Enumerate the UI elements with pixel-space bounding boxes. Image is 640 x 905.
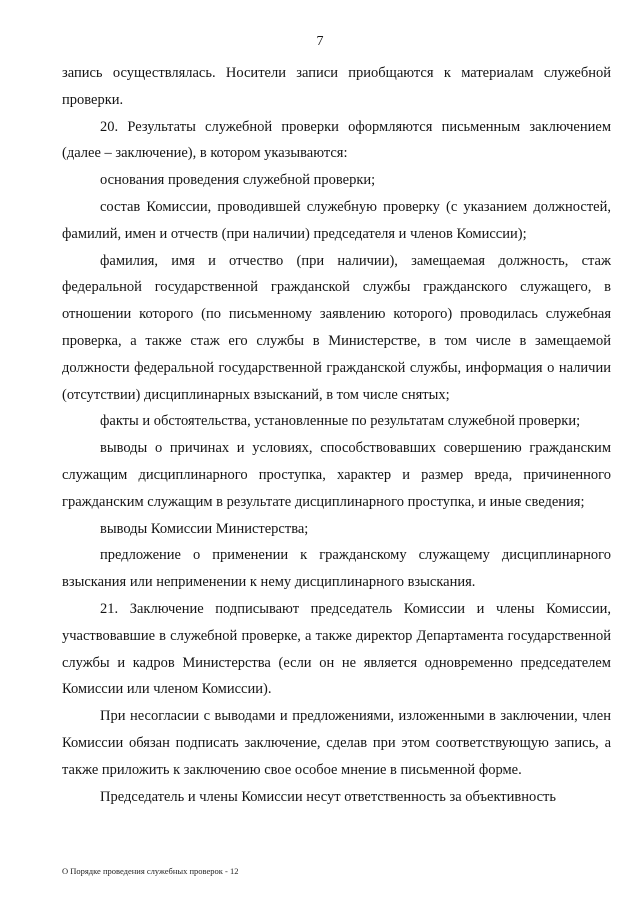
paragraph-conclusions-causes: выводы о причинах и условиях, способствовавших совершению гражданским служащим дисциплинарного проступка, характер и размер вреда, причиненного гражданским служащим в результате дисциплинарного проступка, и иные сведения; <box>62 440 611 510</box>
page-footer: О Порядке проведения служебных проверок - 12 <box>62 866 239 876</box>
document-body <box>62 60 611 810</box>
paragraph-proposal: предложение о применении к гражданскому служащему дисциплинарного взыскания или неприменении к нему дисциплинарного взыскания. <box>62 547 611 591</box>
paragraph-servant-details: фамилия, имя и отчество (при наличии), замещаемая должность, стаж федеральной государственной гражданской службы гражданского служащего, в отношении которого (по письменному заявлению которого) проводилась служебная проверка, а также стаж его службы в Министерстве, в том числе в замещаемой должности федеральной государственной гражданской службы, информация о наличии (отсутствии) дисциплинарных взысканий, в том числе снятых; <box>62 252 611 403</box>
paragraph-commission-composition: состав Комиссии, проводившей служебную проверку (с указанием должностей, фамилий, имен и отчеств (при наличии) председателя и членов Комиссии); <box>62 198 611 242</box>
page-number: 7 <box>316 34 324 49</box>
paragraph-grounds: основания проведения служебной проверки; <box>100 172 376 189</box>
paragraph-facts: факты и обстоятельства, установленные по результатам служебной проверки; <box>100 413 581 430</box>
paragraph-item-20: 20. Результаты служебной проверки оформляются письменным заключением (далее – заключение), в котором указываются: <box>62 118 611 162</box>
paragraph-responsibility: Председатель и члены Комиссии несут ответственность за объективность <box>100 788 557 805</box>
paragraph-continuation: запись осуществлялась. Носители записи приобщаются к материалам служебной проверки. <box>62 65 611 108</box>
paragraph-commission-conclusions: выводы Комиссии Министерства; <box>100 520 309 537</box>
paragraph-disagreement: При несогласии с выводами и предложениями, изложенными в заключении, член Комиссии обязан подписать заключение, сделав при этом соответствующую запись, а также приложить к заключению свое особое мнение в письменной форме. <box>62 708 611 778</box>
paragraph-item-21: 21. Заключение подписывают председатель Комиссии и члены Комиссии, участвовавшие в служебной проверке, а также директор Департамента государственной службы и кадров Министерства (если он не является одновременно председателем Комиссии или членом Комиссии). <box>62 600 611 698</box>
